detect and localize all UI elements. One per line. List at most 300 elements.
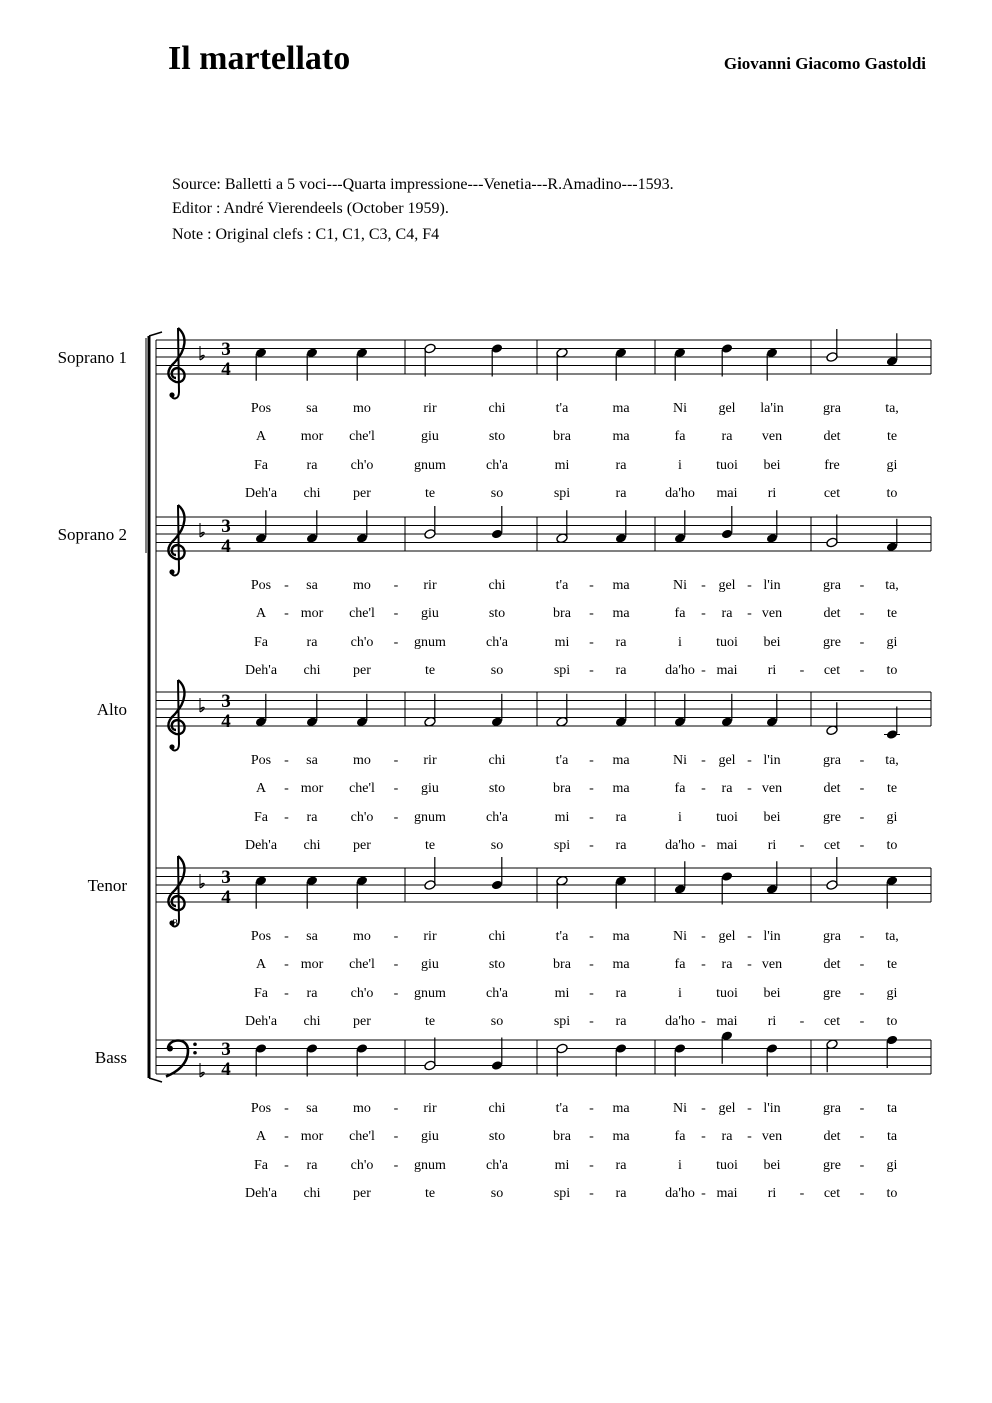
lyric-syllable: ra xyxy=(615,838,627,853)
lyric-syllable: to xyxy=(886,1014,898,1029)
time-signature-top: 3 xyxy=(221,339,231,360)
lyric-syllable: da'ho xyxy=(665,838,695,853)
lyric-hyphen: - xyxy=(747,1101,752,1116)
lyric-hyphen: - xyxy=(589,781,594,796)
lyric-hyphen: - xyxy=(284,578,289,593)
lyric-syllable: ra xyxy=(306,810,318,825)
lyric-syllable: tuoi xyxy=(716,635,738,650)
lyric-syllable: gnum xyxy=(414,458,446,473)
lyric-syllable: cet xyxy=(823,1014,841,1029)
lyric-hyphen: - xyxy=(859,1101,865,1116)
lyric-syllable: Pos xyxy=(250,753,272,768)
lyric-syllable: det xyxy=(823,781,841,796)
lyric-syllable: chi xyxy=(303,486,321,501)
lyric-syllable: ch'a xyxy=(486,810,508,825)
flat-bowl xyxy=(200,883,204,888)
lyric-hyphen: - xyxy=(284,1129,289,1144)
lyric-syllable: gel xyxy=(718,753,736,768)
lyric-syllable: gnum xyxy=(414,810,446,825)
staff-name: Alto xyxy=(96,700,127,719)
lyric-syllable: ta, xyxy=(885,929,899,944)
lyric-syllable: so xyxy=(490,1014,504,1029)
lyric-syllable: ta xyxy=(886,1101,898,1116)
lyric-hyphen: - xyxy=(589,810,594,825)
lyric-syllable: ch'o xyxy=(350,1158,374,1173)
lyric-hyphen: - xyxy=(701,1186,706,1201)
lyric-syllable: ma xyxy=(612,1101,630,1116)
half-note xyxy=(826,329,838,362)
lyric-syllable: tuoi xyxy=(716,458,738,473)
lyric-hyphen: - xyxy=(859,781,865,796)
lyric-hyphen: - xyxy=(701,1129,706,1144)
lyric-syllable: ra xyxy=(615,458,627,473)
lyric-syllable: ma xyxy=(612,429,630,444)
quarter-note xyxy=(674,347,686,380)
lyric-hyphen: - xyxy=(393,753,399,768)
lyric-syllable: ra xyxy=(615,635,627,650)
lyric-syllable: te xyxy=(424,1186,436,1201)
lyric-hyphen: - xyxy=(393,606,399,621)
lyric-syllable: ven xyxy=(761,957,783,972)
source-note: Source: Balletti a 5 voci---Quarta impressione---Venetia---R.Amadino---1593. xyxy=(172,176,674,193)
lyric-hyphen: - xyxy=(284,606,289,621)
lyric-hyphen: - xyxy=(799,838,805,853)
quarter-note xyxy=(615,1043,627,1076)
lyric-syllable: i xyxy=(678,986,682,1001)
lyric-hyphen: - xyxy=(589,929,594,944)
lyric-syllable: l'in xyxy=(763,929,781,944)
lyric-syllable: giu xyxy=(421,429,439,444)
bracket-top xyxy=(149,332,162,336)
lyric-syllable: bei xyxy=(763,986,781,1001)
lyric-syllable: ch'o xyxy=(350,635,374,650)
lyric-syllable: Fa xyxy=(254,458,268,473)
lyric-hyphen: - xyxy=(589,1129,594,1144)
quarter-note xyxy=(766,347,778,380)
lyric-syllable: ma xyxy=(612,781,630,796)
lyric-syllable: gi xyxy=(886,1158,898,1173)
half-note xyxy=(424,506,436,539)
lyric-syllable: gi xyxy=(886,635,898,650)
lyric-syllable: bra xyxy=(553,781,571,796)
lyric-hyphen: - xyxy=(747,753,752,768)
lyric-hyphen: - xyxy=(284,810,289,825)
bass-clef-icon xyxy=(166,1041,197,1077)
lyric-hyphen: - xyxy=(393,578,399,593)
lyric-syllable: spi xyxy=(553,1014,571,1029)
lyric-syllable: t'a xyxy=(555,1101,569,1116)
lyric-hyphen: - xyxy=(701,663,706,678)
lyric-syllable: bei xyxy=(763,810,781,825)
treble-clef-icon xyxy=(168,856,184,926)
lyric-syllable: chi xyxy=(303,1014,321,1029)
lyric-syllable: rir xyxy=(423,1101,437,1116)
lyric-syllable: ra xyxy=(306,458,318,473)
lyric-syllable: ta, xyxy=(885,578,899,593)
lyric-syllable: bei xyxy=(763,458,781,473)
quarter-note xyxy=(356,875,368,908)
lyric-syllable: ch'o xyxy=(350,458,374,473)
lyric-syllable: ri xyxy=(767,663,777,678)
lyric-syllable: A xyxy=(255,1129,267,1144)
clef-dot xyxy=(193,1042,197,1046)
lyric-syllable: bra xyxy=(553,1129,571,1144)
lyric-syllable: sa xyxy=(306,929,318,944)
lyric-syllable: rir xyxy=(423,929,437,944)
lyric-syllable: ra xyxy=(721,957,733,972)
lyric-syllable: ven xyxy=(761,606,783,621)
lyric-hyphen: - xyxy=(589,663,594,678)
lyric-hyphen: - xyxy=(859,957,865,972)
lyric-hyphen: - xyxy=(799,1014,805,1029)
lyric-syllable: te xyxy=(424,486,436,501)
lyric-syllable: da'ho xyxy=(665,1014,695,1029)
lyric-syllable: i xyxy=(678,458,682,473)
lyric-syllable: rir xyxy=(423,578,437,593)
lyric-syllable: cet xyxy=(823,1186,841,1201)
lyric-syllable: te xyxy=(424,663,436,678)
lyric-syllable: ma xyxy=(612,606,630,621)
lyric-syllable: mi xyxy=(554,810,570,825)
lyric-syllable: ra xyxy=(615,663,627,678)
lyric-syllable: ra xyxy=(721,429,733,444)
lyric-hyphen: - xyxy=(284,957,289,972)
clef-dot xyxy=(169,569,174,574)
lyric-hyphen: - xyxy=(747,929,752,944)
lyric-syllable: che'l xyxy=(349,429,375,444)
lyric-syllable: cet xyxy=(823,486,841,501)
staff-name: Tenor xyxy=(87,876,127,895)
lyric-syllable: sto xyxy=(488,957,506,972)
quarter-note xyxy=(884,707,900,740)
lyric-hyphen: - xyxy=(284,1158,289,1173)
lyric-syllable: spi xyxy=(553,838,571,853)
lyric-hyphen: - xyxy=(589,578,594,593)
lyric-syllable: chi xyxy=(303,663,321,678)
lyric-syllable: cet xyxy=(823,838,841,853)
lyric-hyphen: - xyxy=(589,838,594,853)
lyric-syllable: ma xyxy=(612,1129,630,1144)
time-signature-bottom: 4 xyxy=(221,887,231,908)
lyric-syllable: chi xyxy=(303,838,321,853)
lyric-syllable: l'in xyxy=(763,578,781,593)
quarter-note xyxy=(721,871,733,904)
lyric-hyphen: - xyxy=(284,929,289,944)
lyric-syllable: fa xyxy=(674,957,686,972)
lyric-syllable: tuoi xyxy=(716,1158,738,1173)
staff-name: Soprano 2 xyxy=(57,525,127,544)
lyric-syllable: so xyxy=(490,663,504,678)
quarter-note xyxy=(255,1043,267,1076)
lyric-syllable: det xyxy=(823,957,841,972)
lyric-hyphen: - xyxy=(859,1129,865,1144)
piece-title: Il martellato xyxy=(168,40,351,77)
quarter-note xyxy=(491,343,503,376)
lyric-syllable: ch'a xyxy=(486,1158,508,1173)
lyric-syllable: ra xyxy=(306,635,318,650)
quarter-note xyxy=(306,347,318,380)
lyric-syllable: ri xyxy=(767,838,777,853)
quarter-note xyxy=(886,333,898,366)
half-note xyxy=(556,875,568,908)
time-signature-bottom: 4 xyxy=(221,536,231,557)
lyric-syllable: Ni xyxy=(673,578,687,593)
time-signature-top: 3 xyxy=(221,691,231,712)
lyric-syllable: te xyxy=(886,781,898,796)
lyric-syllable: ri xyxy=(767,486,777,501)
lyric-syllable: i xyxy=(678,810,682,825)
half-note xyxy=(424,694,436,727)
lyric-syllable: mor xyxy=(300,1129,324,1144)
lyric-syllable: mai xyxy=(716,663,738,678)
lyric-syllable: per xyxy=(353,663,371,678)
lyric-syllable: mo xyxy=(353,1101,371,1116)
lyric-syllable: chi xyxy=(488,1101,506,1116)
lyric-syllable: rir xyxy=(423,401,437,416)
lyric-syllable: Deh'a xyxy=(244,838,278,853)
lyric-syllable: chi xyxy=(303,1186,321,1201)
flat-bowl xyxy=(200,1072,204,1077)
quarter-note xyxy=(766,694,778,727)
lyric-hyphen: - xyxy=(284,986,289,1001)
lyric-syllable: fa xyxy=(674,1129,686,1144)
lyric-syllable: la'in xyxy=(760,401,784,416)
lyric-syllable: Pos xyxy=(250,1101,272,1116)
time-signature-bottom: 4 xyxy=(221,1059,231,1080)
half-note xyxy=(556,510,568,543)
lyric-hyphen: - xyxy=(799,1186,805,1201)
quarter-note xyxy=(721,506,733,539)
lyric-hyphen: - xyxy=(393,1129,399,1144)
half-note xyxy=(826,1039,838,1072)
quarter-note xyxy=(674,694,686,727)
time-signature-top: 3 xyxy=(221,516,231,537)
lyric-syllable: ri xyxy=(767,1186,777,1201)
lyric-syllable: sto xyxy=(488,1129,506,1144)
lyric-hyphen: - xyxy=(859,1186,865,1201)
clef-dot xyxy=(169,392,174,397)
quarter-note xyxy=(721,343,733,376)
lyric-hyphen: - xyxy=(747,957,752,972)
quarter-note xyxy=(255,875,267,908)
lyric-syllable: mai xyxy=(716,1014,738,1029)
lyric-syllable: gel xyxy=(718,578,736,593)
lyric-hyphen: - xyxy=(859,635,865,650)
quarter-note xyxy=(674,1043,686,1076)
lyric-syllable: Pos xyxy=(250,401,272,416)
lyric-hyphen: - xyxy=(589,1014,594,1029)
lyric-syllable: fa xyxy=(674,429,686,444)
lyric-hyphen: - xyxy=(747,606,752,621)
lyric-syllable: sto xyxy=(488,429,506,444)
lyric-hyphen: - xyxy=(284,1101,289,1116)
quarter-note xyxy=(886,875,898,908)
lyric-syllable: che'l xyxy=(349,781,375,796)
clef-dot xyxy=(193,1051,197,1055)
lyric-syllable: mor xyxy=(300,957,324,972)
lyric-syllable: Pos xyxy=(250,578,272,593)
composer-name: Giovanni Giacomo Gastoldi xyxy=(723,54,926,73)
lyric-syllable: det xyxy=(823,429,841,444)
quarter-note xyxy=(356,347,368,380)
lyric-hyphen: - xyxy=(589,986,594,1001)
lyric-syllable: mai xyxy=(716,1186,738,1201)
lyric-hyphen: - xyxy=(859,929,865,944)
quarter-note xyxy=(615,875,627,908)
lyric-syllable: mai xyxy=(716,838,738,853)
lyric-syllable: te xyxy=(424,838,436,853)
lyric-syllable: tuoi xyxy=(716,986,738,1001)
lyric-syllable: sa xyxy=(306,401,318,416)
clefs-note: Note : Original clefs : C1, C1, C3, C4, F4 xyxy=(172,226,440,243)
lyric-syllable: Ni xyxy=(673,929,687,944)
lyric-hyphen: - xyxy=(393,1101,399,1116)
flat-bowl xyxy=(200,532,204,537)
quarter-note xyxy=(886,1035,898,1068)
quarter-note xyxy=(356,1043,368,1076)
lyric-syllable: to xyxy=(886,1186,898,1201)
lyric-syllable: fa xyxy=(674,606,686,621)
lyric-syllable: gre xyxy=(823,810,841,825)
lyric-syllable: mo xyxy=(353,401,371,416)
lyric-hyphen: - xyxy=(393,635,399,650)
lyric-hyphen: - xyxy=(747,578,752,593)
lyric-syllable: ra xyxy=(615,1158,627,1173)
lyric-syllable: te xyxy=(886,429,898,444)
lyric-syllable: ch'o xyxy=(350,986,374,1001)
half-note xyxy=(826,702,838,735)
lyric-syllable: gnum xyxy=(414,635,446,650)
lyric-syllable: to xyxy=(886,838,898,853)
quarter-note xyxy=(306,1043,318,1076)
treble-clef-icon xyxy=(168,328,184,398)
treble-clef-icon xyxy=(168,505,184,575)
lyric-syllable: ra xyxy=(721,781,733,796)
quarter-note xyxy=(255,347,267,380)
lyric-syllable: sa xyxy=(306,1101,318,1116)
lyric-syllable: ch'o xyxy=(350,810,374,825)
lyric-syllable: to xyxy=(886,663,898,678)
lyric-syllable: fre xyxy=(824,458,840,473)
half-note xyxy=(556,347,568,380)
lyric-syllable: ch'a xyxy=(486,458,508,473)
lyric-hyphen: - xyxy=(589,753,594,768)
lyric-syllable: ma xyxy=(612,401,630,416)
half-note xyxy=(424,343,436,376)
lyric-syllable: bei xyxy=(763,1158,781,1173)
lyric-hyphen: - xyxy=(859,753,865,768)
lyric-syllable: t'a xyxy=(555,929,569,944)
lyric-syllable: mai xyxy=(716,486,738,501)
flat-bowl xyxy=(200,355,204,360)
lyric-syllable: ch'a xyxy=(486,986,508,1001)
quarter-note xyxy=(766,1043,778,1076)
lyric-syllable: l'in xyxy=(763,1101,781,1116)
lyric-hyphen: - xyxy=(284,753,289,768)
bracket-bottom xyxy=(149,1078,162,1082)
quarter-note xyxy=(674,861,686,894)
time-signature-top: 3 xyxy=(221,1039,231,1060)
lyric-syllable: A xyxy=(255,606,267,621)
lyric-hyphen: - xyxy=(859,838,865,853)
lyric-syllable: ma xyxy=(612,929,630,944)
lyric-hyphen: - xyxy=(701,753,706,768)
quarter-note xyxy=(721,694,733,727)
quarter-note xyxy=(674,510,686,543)
quarter-note xyxy=(356,694,368,727)
octave-clef-label: 8 xyxy=(172,917,178,929)
lyric-syllable: spi xyxy=(553,1186,571,1201)
lyric-hyphen: - xyxy=(589,635,594,650)
lyric-syllable: gi xyxy=(886,810,898,825)
lyric-syllable: ra xyxy=(615,1014,627,1029)
half-note xyxy=(556,1043,568,1076)
quarter-note xyxy=(306,510,318,543)
quarter-note xyxy=(615,694,627,727)
lyric-syllable: per xyxy=(353,486,371,501)
quarter-note xyxy=(255,694,267,727)
lyric-syllable: gra xyxy=(823,929,841,944)
half-note xyxy=(424,1038,436,1071)
lyric-syllable: Deh'a xyxy=(244,1014,278,1029)
lyric-syllable: che'l xyxy=(349,1129,375,1144)
flat-bowl xyxy=(200,707,204,712)
lyric-syllable: giu xyxy=(421,606,439,621)
quarter-note xyxy=(615,347,627,380)
lyric-syllable: Fa xyxy=(254,810,268,825)
quarter-note xyxy=(255,510,267,543)
lyric-hyphen: - xyxy=(859,578,865,593)
lyric-syllable: da'ho xyxy=(665,663,695,678)
lyric-syllable: mo xyxy=(353,929,371,944)
lyric-syllable: sto xyxy=(488,781,506,796)
lyric-hyphen: - xyxy=(859,1014,865,1029)
lyric-hyphen: - xyxy=(747,781,752,796)
lyric-syllable: gel xyxy=(718,1101,736,1116)
lyric-syllable: l'in xyxy=(763,753,781,768)
lyric-syllable: te xyxy=(886,606,898,621)
lyric-syllable: per xyxy=(353,838,371,853)
lyric-syllable: giu xyxy=(421,1129,439,1144)
lyric-syllable: mi xyxy=(554,1158,570,1173)
lyric-syllable: Ni xyxy=(673,401,687,416)
lyric-syllable: mor xyxy=(300,781,324,796)
lyric-syllable: t'a xyxy=(555,401,569,416)
lyric-syllable: ra xyxy=(615,810,627,825)
lyric-syllable: ri xyxy=(767,1014,777,1029)
lyric-syllable: da'ho xyxy=(665,1186,695,1201)
lyric-syllable: ch'a xyxy=(486,635,508,650)
time-signature-top: 3 xyxy=(221,867,231,888)
time-signature-bottom: 4 xyxy=(221,359,231,380)
lyric-syllable: sto xyxy=(488,606,506,621)
quarter-note xyxy=(306,875,318,908)
lyric-syllable: mor xyxy=(300,606,324,621)
lyric-hyphen: - xyxy=(701,578,706,593)
lyric-syllable: fa xyxy=(674,781,686,796)
quarter-note xyxy=(491,694,503,727)
lyric-syllable: giu xyxy=(421,957,439,972)
lyric-hyphen: - xyxy=(859,663,865,678)
lyric-syllable: che'l xyxy=(349,957,375,972)
lyric-syllable: chi xyxy=(488,578,506,593)
lyric-syllable: te xyxy=(886,957,898,972)
quarter-note xyxy=(886,519,898,552)
staff-name: Soprano 1 xyxy=(57,348,127,367)
lyric-syllable: to xyxy=(886,486,898,501)
lyric-hyphen: - xyxy=(799,663,805,678)
lyric-syllable: Deh'a xyxy=(244,486,278,501)
